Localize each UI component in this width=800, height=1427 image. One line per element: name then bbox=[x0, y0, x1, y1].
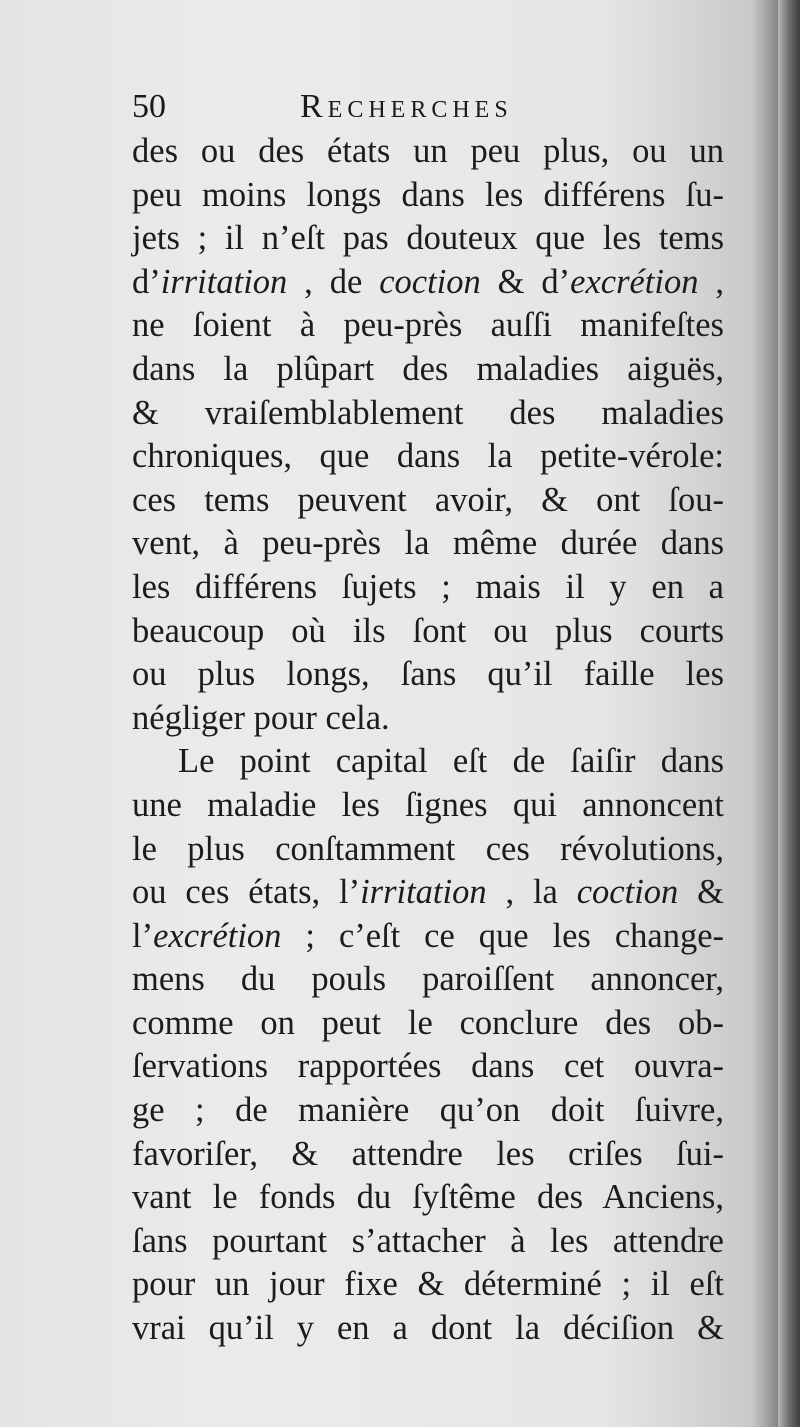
text-segment: ne ſoient à peu-près auſſi manifeſtes bbox=[132, 306, 724, 345]
text-line bbox=[132, 174, 724, 218]
text-line bbox=[132, 130, 724, 174]
body-text bbox=[132, 130, 724, 1351]
text-segment: négliger pour cela. bbox=[132, 698, 390, 737]
italic-term: excrétion bbox=[153, 916, 282, 955]
text-segment: peu moins longs dans les différens ſu- bbox=[132, 175, 724, 214]
text-line bbox=[132, 1133, 724, 1177]
text-line bbox=[132, 1307, 724, 1351]
text-line bbox=[132, 871, 724, 915]
text-segment: pour un jour fixe & déterminé ; il eſt bbox=[132, 1265, 724, 1304]
text-segment: & d’ bbox=[480, 262, 571, 301]
italic-term: coction bbox=[379, 262, 481, 301]
text-segment: vrai qu’il y en a dont la déciſion & bbox=[132, 1309, 724, 1348]
page-number: 50 bbox=[132, 88, 166, 125]
text-line bbox=[132, 304, 724, 348]
italic-term: irritation bbox=[360, 873, 487, 912]
text-line bbox=[132, 261, 724, 305]
text-line bbox=[132, 610, 724, 654]
text-segment: , la bbox=[486, 873, 577, 912]
text-line bbox=[132, 958, 724, 1002]
italic-term: excrétion bbox=[570, 262, 699, 301]
text-segment: & bbox=[678, 873, 724, 912]
text-line bbox=[132, 522, 724, 566]
text-segment: ou plus longs, ſans qu’il faille les bbox=[132, 655, 724, 694]
text-line bbox=[132, 1176, 724, 1220]
text-segment: beaucoup où ils ſont ou plus courts bbox=[132, 611, 724, 650]
text-segment: favoriſer, & attendre les criſes ſui- bbox=[132, 1134, 724, 1173]
text-segment: ; c’eſt ce que les change- bbox=[281, 916, 724, 955]
text-segment: l’ bbox=[132, 916, 154, 955]
page-header bbox=[132, 88, 732, 132]
text-segment: ſervations rapportées dans cet ouvra- bbox=[132, 1047, 724, 1086]
text-segment: Le point capital eſt de ſaiſir dans bbox=[178, 742, 724, 781]
text-segment: les différens ſujets ; mais il y en a bbox=[132, 567, 724, 606]
text-line bbox=[132, 479, 724, 523]
text-segment: vent, à peu-près la même durée dans bbox=[132, 524, 724, 563]
text-line bbox=[132, 1220, 724, 1264]
text-segment: comme on peut le conclure des ob- bbox=[132, 1003, 724, 1042]
text-line bbox=[132, 392, 724, 436]
text-segment: ge ; de manière qu’on doit ſuivre, bbox=[132, 1091, 724, 1130]
text-segment: & vraiſemblablement des maladies bbox=[132, 393, 724, 432]
text-segment: ou ces états, l’ bbox=[132, 873, 361, 912]
text-line bbox=[132, 566, 724, 610]
text-segment: des ou des états un peu plus, ou un bbox=[132, 132, 724, 170]
text-line bbox=[132, 348, 724, 392]
text-line bbox=[132, 697, 724, 741]
italic-term: coction bbox=[576, 873, 679, 912]
text-line bbox=[132, 1263, 724, 1307]
text-line bbox=[132, 784, 724, 828]
text-segment: , bbox=[698, 262, 725, 301]
text-segment: vant le fonds du ſyſtême des Anciens, bbox=[132, 1178, 724, 1217]
text-line bbox=[132, 435, 724, 479]
text-line bbox=[132, 1089, 724, 1133]
text-segment: mens du pouls paroiſſent annoncer, bbox=[132, 960, 724, 999]
text-segment: ſans pourtant s’attacher à les attendre bbox=[132, 1221, 724, 1260]
italic-term: irritation bbox=[160, 262, 288, 301]
book-spine-shadow bbox=[778, 0, 800, 1427]
text-segment: , de bbox=[287, 262, 380, 301]
text-segment: une maladie les ſignes qui annoncent bbox=[132, 785, 724, 824]
text-segment: d’ bbox=[132, 262, 161, 301]
text-line bbox=[132, 740, 724, 784]
text-line bbox=[132, 1045, 724, 1089]
running-title: Recherches bbox=[300, 88, 513, 125]
text-line bbox=[132, 1002, 724, 1046]
text-line bbox=[132, 217, 724, 261]
text-segment: le plus conſtamment ces révolutions, bbox=[132, 829, 724, 868]
text-line bbox=[132, 653, 724, 697]
text-line bbox=[132, 828, 724, 872]
text-segment: jets ; il n’eſt pas douteux que les tems bbox=[132, 219, 724, 258]
text-segment: chroniques, que dans la petite-vérole: bbox=[132, 437, 724, 476]
text-segment: dans la plûpart des maladies aiguës, bbox=[132, 349, 724, 388]
text-line bbox=[132, 915, 724, 959]
text-segment: ces tems peuvent avoir, & ont ſou- bbox=[132, 480, 724, 519]
